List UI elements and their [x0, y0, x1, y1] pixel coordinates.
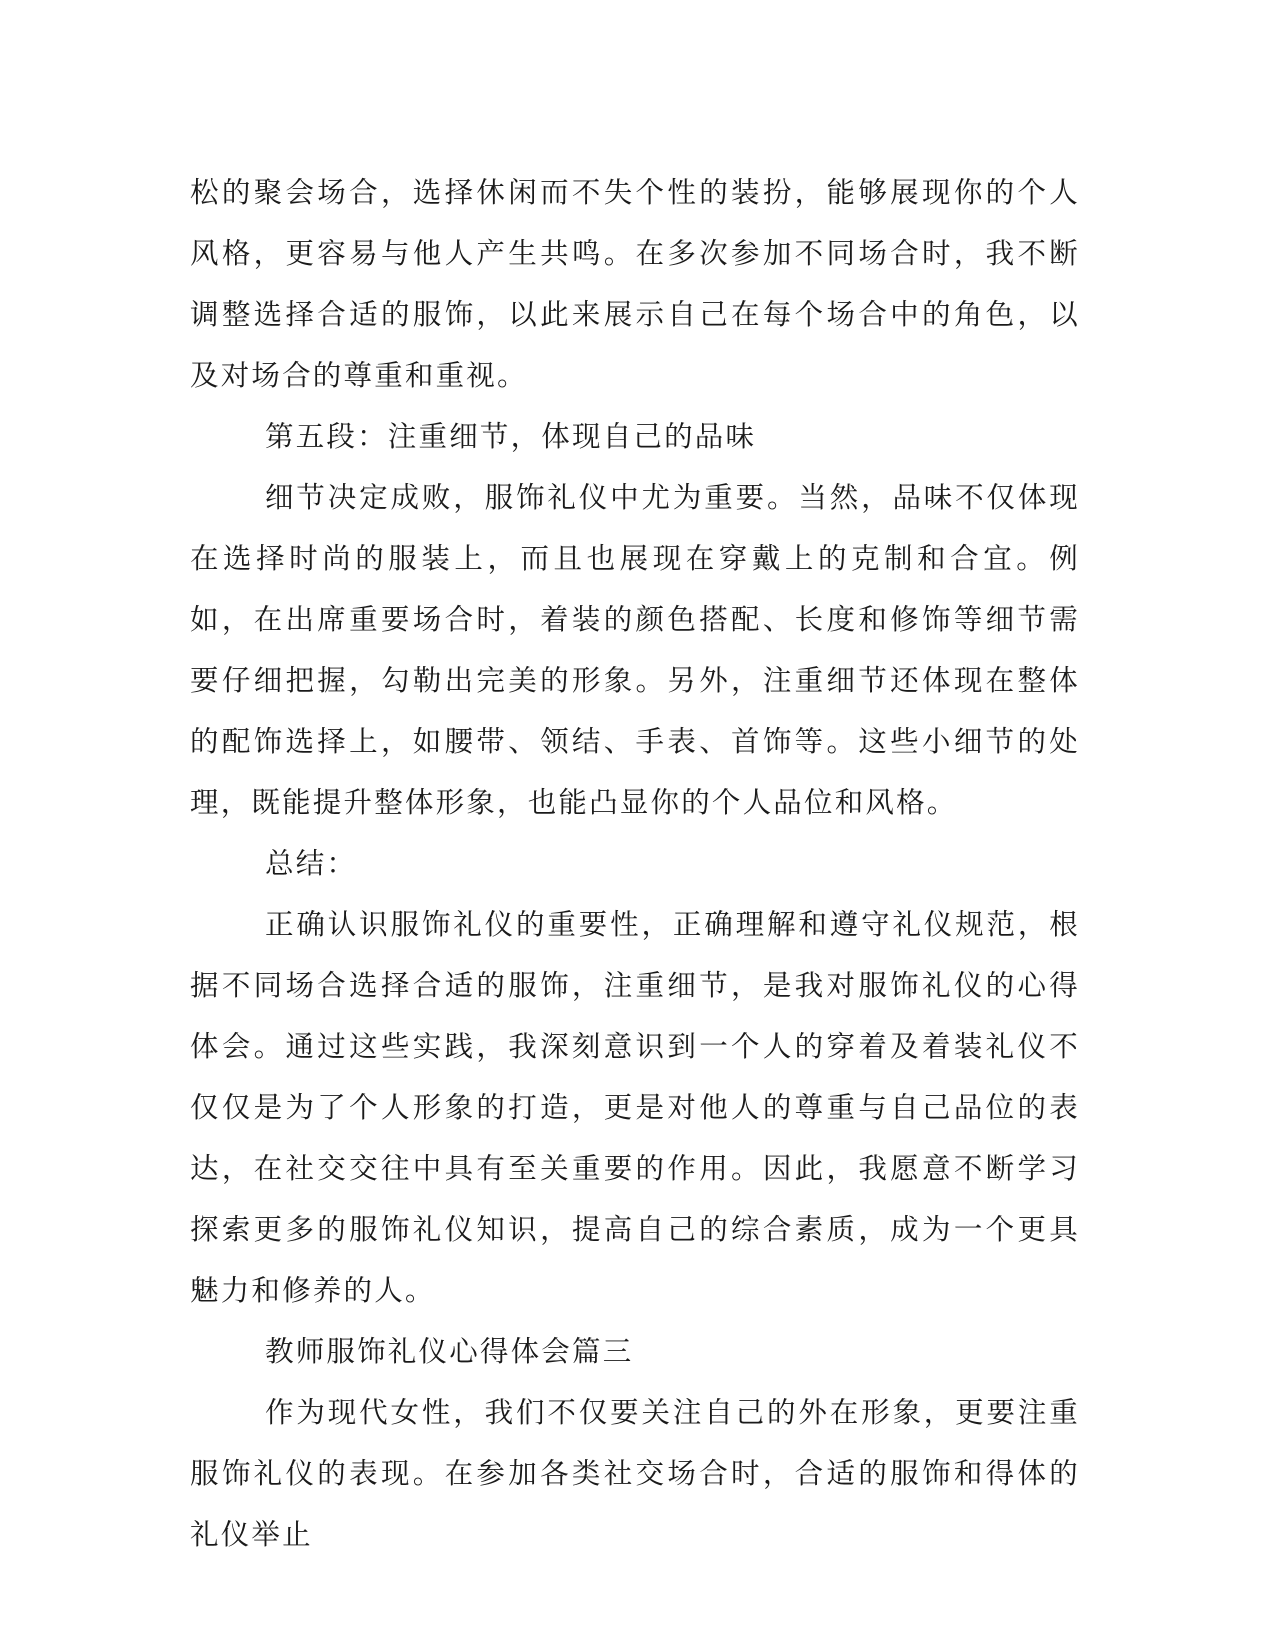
document-body — [190, 162, 1080, 1565]
summary-heading: 总结： — [265, 847, 358, 880]
section-5-heading: 第五段：注重细节，体现自己的品味 — [265, 420, 757, 453]
paragraph-summary: 正确认识服饰礼仪的重要性，正确理解和遵守礼仪规范，根据不同场合选择合适的服饰，注重细节，是我对服饰礼仪的心得体会。通过这些实践，我深刻意识到一个人的穿着及着装礼仪不仅仅是为了个人形象的打造，更是对他人的尊重与自己品位的表达，在社交交往中具有至关重要的作用。因此，我愿意不断学习探索更多的服饰礼仪知识，提高自己的综合素质，成为一个更具魅力和修养的人。 — [190, 908, 1080, 1307]
article-3-title: 教师服饰礼仪心得体会篇三 — [265, 1335, 634, 1368]
paragraph-article-3-intro: 作为现代女性，我们不仅要关注自己的外在形象，更要注重服饰礼仪的表现。在参加各类社交场合时，合适的服饰和得体的礼仪举止 — [190, 1396, 1080, 1551]
paragraph-continuation: 松的聚会场合，选择休闲而不失个性的装扮，能够展现你的个人风格，更容易与他人产生共鸣。在多次参加不同场合时，我不断调整选择合适的服饰，以此来展示自己在每个场合中的角色，以及对场合的尊重和重视。 — [190, 176, 1080, 392]
paragraph-section-5: 细节决定成败，服饰礼仪中尤为重要。当然，品味不仅体现在选择时尚的服装上，而且也展现在穿戴上的克制和合宜。例如，在出席重要场合时，着装的颜色搭配、长度和修饰等细节需要仔细把握，勾勒出完美的形象。另外，注重细节还体现在整体的配饰选择上，如腰带、领结、手表、首饰等。这些小细节的处理，既能提升整体形象，也能凸显你的个人品位和风格。 — [190, 481, 1080, 819]
